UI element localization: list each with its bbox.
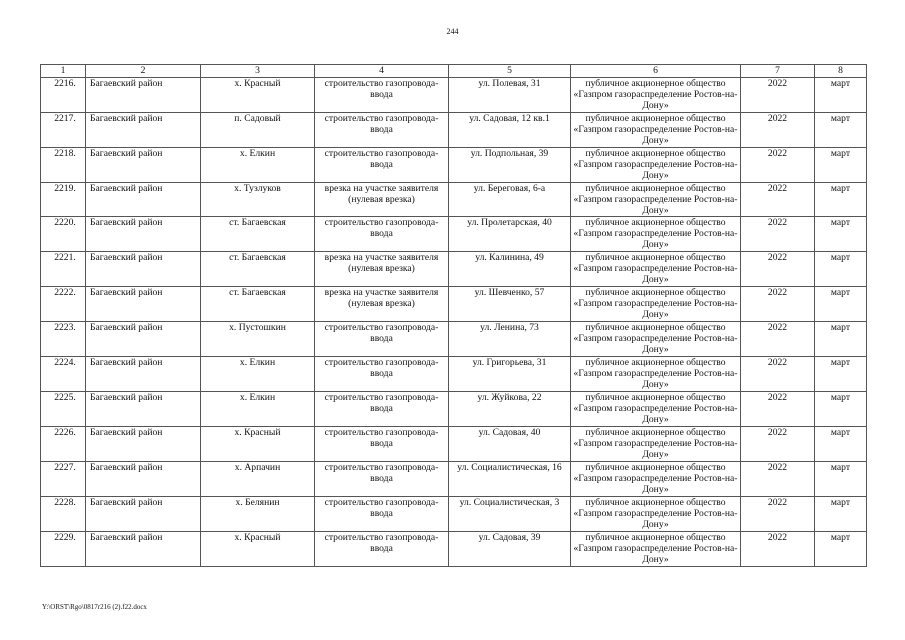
table-row [41,427,867,462]
cell-organization: публичное акционерное общество «Газпром газораспределение Ростов-на-Дону» [571,462,741,497]
cell-address: ул. Садовая, 12 кв.1 [449,113,571,148]
cell-address: ул. Социалистическая, 3 [449,497,571,532]
cell-settlement: х. Красный [201,78,315,113]
cell-year: 2022 [741,357,815,392]
cell-row-number: 2223. [41,322,86,357]
column-number-row [41,65,867,78]
cell-year: 2022 [741,497,815,532]
cell-district: Багаевский район [86,532,201,567]
cell-year: 2022 [741,322,815,357]
cell-work-type: строительство газопровода-ввода [315,392,449,427]
cell-work-type: строительство газопровода-ввода [315,497,449,532]
cell-row-number: 2216. [41,78,86,113]
cell-year: 2022 [741,78,815,113]
table-row [41,287,867,322]
table-row [41,183,867,217]
cell-settlement: х. Елкин [201,392,315,427]
page-number: 244 [446,27,459,36]
cell-settlement: х. Красный [201,427,315,462]
cell-month: март [815,357,867,392]
cell-organization: публичное акционерное общество «Газпром газораспределение Ростов-на-Дону» [571,392,741,427]
cell-settlement: ст. Багаевская [201,217,315,252]
cell-district: Багаевский район [86,392,201,427]
cell-year: 2022 [741,462,815,497]
cell-address: ул. Береговая, 6-а [449,183,571,217]
cell-district: Багаевский район [86,183,201,217]
column-number: 4 [315,65,449,78]
table-row [41,217,867,252]
cell-month: март [815,113,867,148]
cell-settlement: х. Красный [201,532,315,567]
table-row [41,532,867,567]
cell-district: Багаевский район [86,217,201,252]
cell-work-type: строительство газопровода-ввода [315,357,449,392]
cell-month: март [815,497,867,532]
cell-settlement: п. Садовый [201,113,315,148]
cell-year: 2022 [741,183,815,217]
cell-month: март [815,252,867,287]
cell-row-number: 2218. [41,148,86,183]
table-body [41,78,867,567]
cell-month: март [815,217,867,252]
cell-work-type: строительство газопровода-ввода [315,322,449,357]
cell-row-number: 2226. [41,427,86,462]
cell-district: Багаевский район [86,252,201,287]
cell-month: март [815,427,867,462]
cell-row-number: 2222. [41,287,86,322]
cell-organization: публичное акционерное общество «Газпром газораспределение Ростов-на-Дону» [571,217,741,252]
cell-row-number: 2225. [41,392,86,427]
cell-month: март [815,532,867,567]
column-number: 3 [201,65,315,78]
column-number: 7 [741,65,815,78]
cell-row-number: 2224. [41,357,86,392]
cell-district: Багаевский район [86,322,201,357]
cell-organization: публичное акционерное общество «Газпром газораспределение Ростов-на-Дону» [571,357,741,392]
cell-row-number: 2219. [41,183,86,217]
cell-month: март [815,148,867,183]
cell-organization: публичное акционерное общество «Газпром газораспределение Ростов-на-Дону» [571,113,741,148]
table-row [41,252,867,287]
cell-month: март [815,183,867,217]
cell-settlement: х. Белянин [201,497,315,532]
cell-district: Багаевский район [86,427,201,462]
cell-settlement: ст. Багаевская [201,287,315,322]
cell-district: Багаевский район [86,287,201,322]
cell-row-number: 2221. [41,252,86,287]
cell-settlement: х. Елкин [201,148,315,183]
cell-work-type: врезка на участке заявителя (нулевая врезка) [315,287,449,322]
cell-address: ул. Садовая, 39 [449,532,571,567]
cell-year: 2022 [741,252,815,287]
cell-month: март [815,392,867,427]
cell-work-type: врезка на участке заявителя (нулевая врезка) [315,183,449,217]
column-number: 6 [571,65,741,78]
cell-organization: публичное акционерное общество «Газпром газораспределение Ростов-на-Дону» [571,532,741,567]
cell-address: ул. Садовая, 40 [449,427,571,462]
gas-connection-table [40,64,867,567]
table-row [41,78,867,113]
cell-row-number: 2227. [41,462,86,497]
cell-settlement: х. Тузлуков [201,183,315,217]
cell-work-type: строительство газопровода-ввода [315,148,449,183]
cell-work-type: строительство газопровода-ввода [315,532,449,567]
cell-district: Багаевский район [86,357,201,392]
cell-year: 2022 [741,392,815,427]
cell-settlement: ст. Багаевская [201,252,315,287]
cell-work-type: строительство газопровода-ввода [315,113,449,148]
cell-address: ул. Ленина, 73 [449,322,571,357]
cell-district: Багаевский район [86,497,201,532]
table-row [41,113,867,148]
cell-address: ул. Полевая, 31 [449,78,571,113]
table-row [41,322,867,357]
document-file-path: Y:\ORST\Rgo\0817r216 (2).f22.docx [42,603,147,611]
cell-address: ул. Калинина, 49 [449,252,571,287]
table-row [41,148,867,183]
cell-address: ул. Пролетарская, 40 [449,217,571,252]
cell-settlement: х. Пустошкин [201,322,315,357]
cell-address: ул. Григорьева, 31 [449,357,571,392]
cell-year: 2022 [741,532,815,567]
cell-year: 2022 [741,287,815,322]
cell-address: ул. Жуйкова, 22 [449,392,571,427]
cell-work-type: врезка на участке заявителя (нулевая врезка) [315,252,449,287]
column-number: 8 [815,65,867,78]
cell-address: ул. Социалистическая, 16 [449,462,571,497]
cell-settlement: х. Елкин [201,357,315,392]
cell-organization: публичное акционерное общество «Газпром газораспределение Ростов-на-Дону» [571,183,741,217]
cell-organization: публичное акционерное общество «Газпром газораспределение Ростов-на-Дону» [571,287,741,322]
cell-row-number: 2228. [41,497,86,532]
table-row [41,357,867,392]
table-row [41,497,867,532]
column-number: 1 [41,65,86,78]
cell-month: март [815,78,867,113]
cell-address: ул. Подпольная, 39 [449,148,571,183]
cell-month: март [815,462,867,497]
table-row [41,392,867,427]
cell-organization: публичное акционерное общество «Газпром газораспределение Ростов-на-Дону» [571,78,741,113]
table-row [41,462,867,497]
cell-month: март [815,322,867,357]
cell-row-number: 2217. [41,113,86,148]
cell-work-type: строительство газопровода-ввода [315,462,449,497]
cell-district: Багаевский район [86,462,201,497]
cell-organization: публичное акционерное общество «Газпром газораспределение Ростов-на-Дону» [571,148,741,183]
cell-organization: публичное акционерное общество «Газпром газораспределение Ростов-на-Дону» [571,252,741,287]
column-number: 2 [86,65,201,78]
cell-organization: публичное акционерное общество «Газпром газораспределение Ростов-на-Дону» [571,322,741,357]
cell-row-number: 2229. [41,532,86,567]
cell-district: Багаевский район [86,113,201,148]
cell-row-number: 2220. [41,217,86,252]
cell-work-type: строительство газопровода-ввода [315,427,449,462]
cell-year: 2022 [741,113,815,148]
cell-organization: публичное акционерное общество «Газпром газораспределение Ростов-на-Дону» [571,427,741,462]
cell-organization: публичное акционерное общество «Газпром газораспределение Ростов-на-Дону» [571,497,741,532]
cell-work-type: строительство газопровода-ввода [315,78,449,113]
cell-work-type: строительство газопровода-ввода [315,217,449,252]
cell-month: март [815,287,867,322]
cell-year: 2022 [741,148,815,183]
cell-district: Багаевский район [86,78,201,113]
cell-district: Багаевский район [86,148,201,183]
cell-year: 2022 [741,217,815,252]
cell-year: 2022 [741,427,815,462]
column-number: 5 [449,65,571,78]
cell-address: ул. Шевченко, 57 [449,287,571,322]
cell-settlement: х. Арпачин [201,462,315,497]
